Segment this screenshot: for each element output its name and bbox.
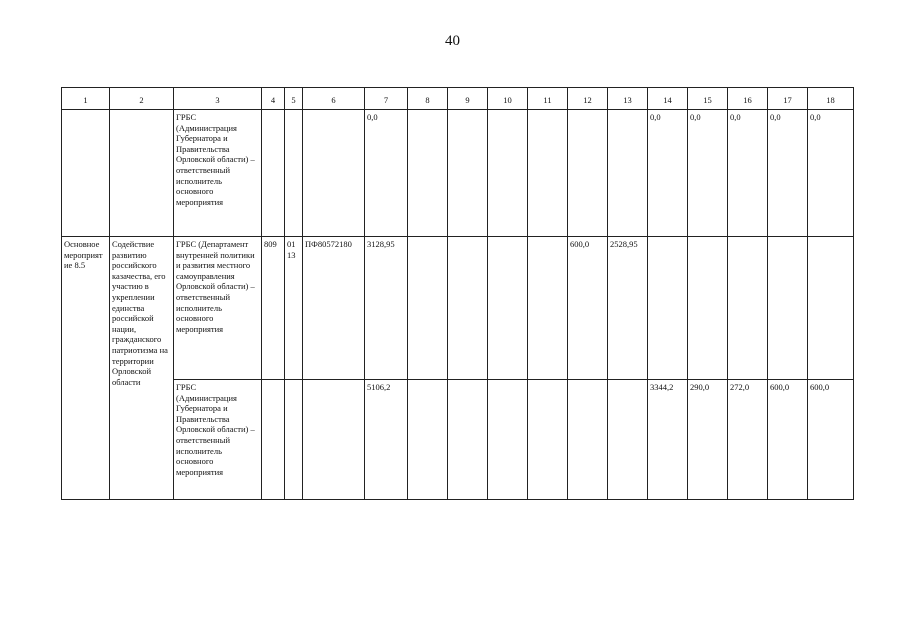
table-row xyxy=(62,237,854,380)
table-cell xyxy=(488,380,528,500)
header-cell: 5 xyxy=(285,88,303,110)
table-cell xyxy=(568,110,608,237)
table-cell: 3344,2 xyxy=(648,380,688,500)
header-cell: 12 xyxy=(568,88,608,110)
header-cell: 16 xyxy=(728,88,768,110)
table-cell xyxy=(728,237,768,380)
table-cell xyxy=(488,110,528,237)
table-cell: 0,0 xyxy=(768,110,808,237)
table-cell xyxy=(488,237,528,380)
table-cell: 809 xyxy=(262,237,285,380)
table-cell: 290,0 xyxy=(688,380,728,500)
table-cell xyxy=(262,110,285,237)
table-cell xyxy=(285,110,303,237)
table-cell: 600,0 xyxy=(808,380,854,500)
table-cell xyxy=(528,237,568,380)
table-cell xyxy=(528,110,568,237)
table-cell: 2528,95 xyxy=(608,237,648,380)
header-cell: 14 xyxy=(648,88,688,110)
header-cell: 2 xyxy=(110,88,174,110)
header-cell: 18 xyxy=(808,88,854,110)
table-cell: 0,0 xyxy=(808,110,854,237)
table-cell xyxy=(408,110,448,237)
table-cell: 3128,95 xyxy=(365,237,408,380)
table-cell xyxy=(568,380,608,500)
header-cell: 17 xyxy=(768,88,808,110)
table-row xyxy=(62,110,854,237)
table-cell xyxy=(528,380,568,500)
budget-table xyxy=(61,87,854,500)
table-cell: 0,0 xyxy=(688,110,728,237)
table-cell xyxy=(448,110,488,237)
table-cell xyxy=(648,237,688,380)
table-cell: 5106,2 xyxy=(365,380,408,500)
page-number: 40 xyxy=(445,33,460,49)
table-cell: 0,0 xyxy=(728,110,768,237)
header-cell: 6 xyxy=(303,88,365,110)
table-cell: 272,0 xyxy=(728,380,768,500)
table-cell: Основное мероприятие 8.5 xyxy=(62,237,110,500)
table-cell xyxy=(62,110,110,237)
table-cell: ГРБС (Администрация Губернатора и Правительства Орловской области) – ответственный исполнитель основного мероприятия xyxy=(174,110,262,237)
table-cell: ПФ80572180 xyxy=(303,237,365,380)
table-cell xyxy=(448,380,488,500)
table-cell xyxy=(608,110,648,237)
header-cell: 13 xyxy=(608,88,648,110)
header-cell: 7 xyxy=(365,88,408,110)
table-cell: 600,0 xyxy=(568,237,608,380)
table-cell xyxy=(608,380,648,500)
header-cell: 11 xyxy=(528,88,568,110)
table-cell: ГРБС (Администрация Губернатора и Правительства Орловской области) – ответственный исполнитель основного мероприятия xyxy=(174,380,262,500)
table-cell: 0,0 xyxy=(365,110,408,237)
header-cell: 9 xyxy=(448,88,488,110)
header-cell: 15 xyxy=(688,88,728,110)
header-row xyxy=(62,88,854,110)
table-cell: Содействие развитию российского казачества, его участию в укреплении единства российской нации, гражданского патриотизма на территории Орловской области xyxy=(110,237,174,500)
table-cell xyxy=(688,237,728,380)
table-row xyxy=(62,380,854,500)
table-cell xyxy=(110,110,174,237)
table-cell xyxy=(303,110,365,237)
header-cell: 8 xyxy=(408,88,448,110)
header-cell: 1 xyxy=(62,88,110,110)
table-cell: 600,0 xyxy=(768,380,808,500)
table-cell: 01 13 xyxy=(285,237,303,380)
table-cell xyxy=(768,237,808,380)
table-cell xyxy=(303,380,365,500)
header-cell: 3 xyxy=(174,88,262,110)
table-cell xyxy=(262,380,285,500)
table-cell xyxy=(408,237,448,380)
table-cell xyxy=(408,380,448,500)
table-cell: ГРБС (Департамент внутренней политики и развития местного самоуправления Орловской области) – ответственный исполнитель основного мероприятия xyxy=(174,237,262,380)
header-cell: 10 xyxy=(488,88,528,110)
table-cell xyxy=(448,237,488,380)
header-cell: 4 xyxy=(262,88,285,110)
table-cell xyxy=(285,380,303,500)
table-cell xyxy=(808,237,854,380)
table-cell: 0,0 xyxy=(648,110,688,237)
